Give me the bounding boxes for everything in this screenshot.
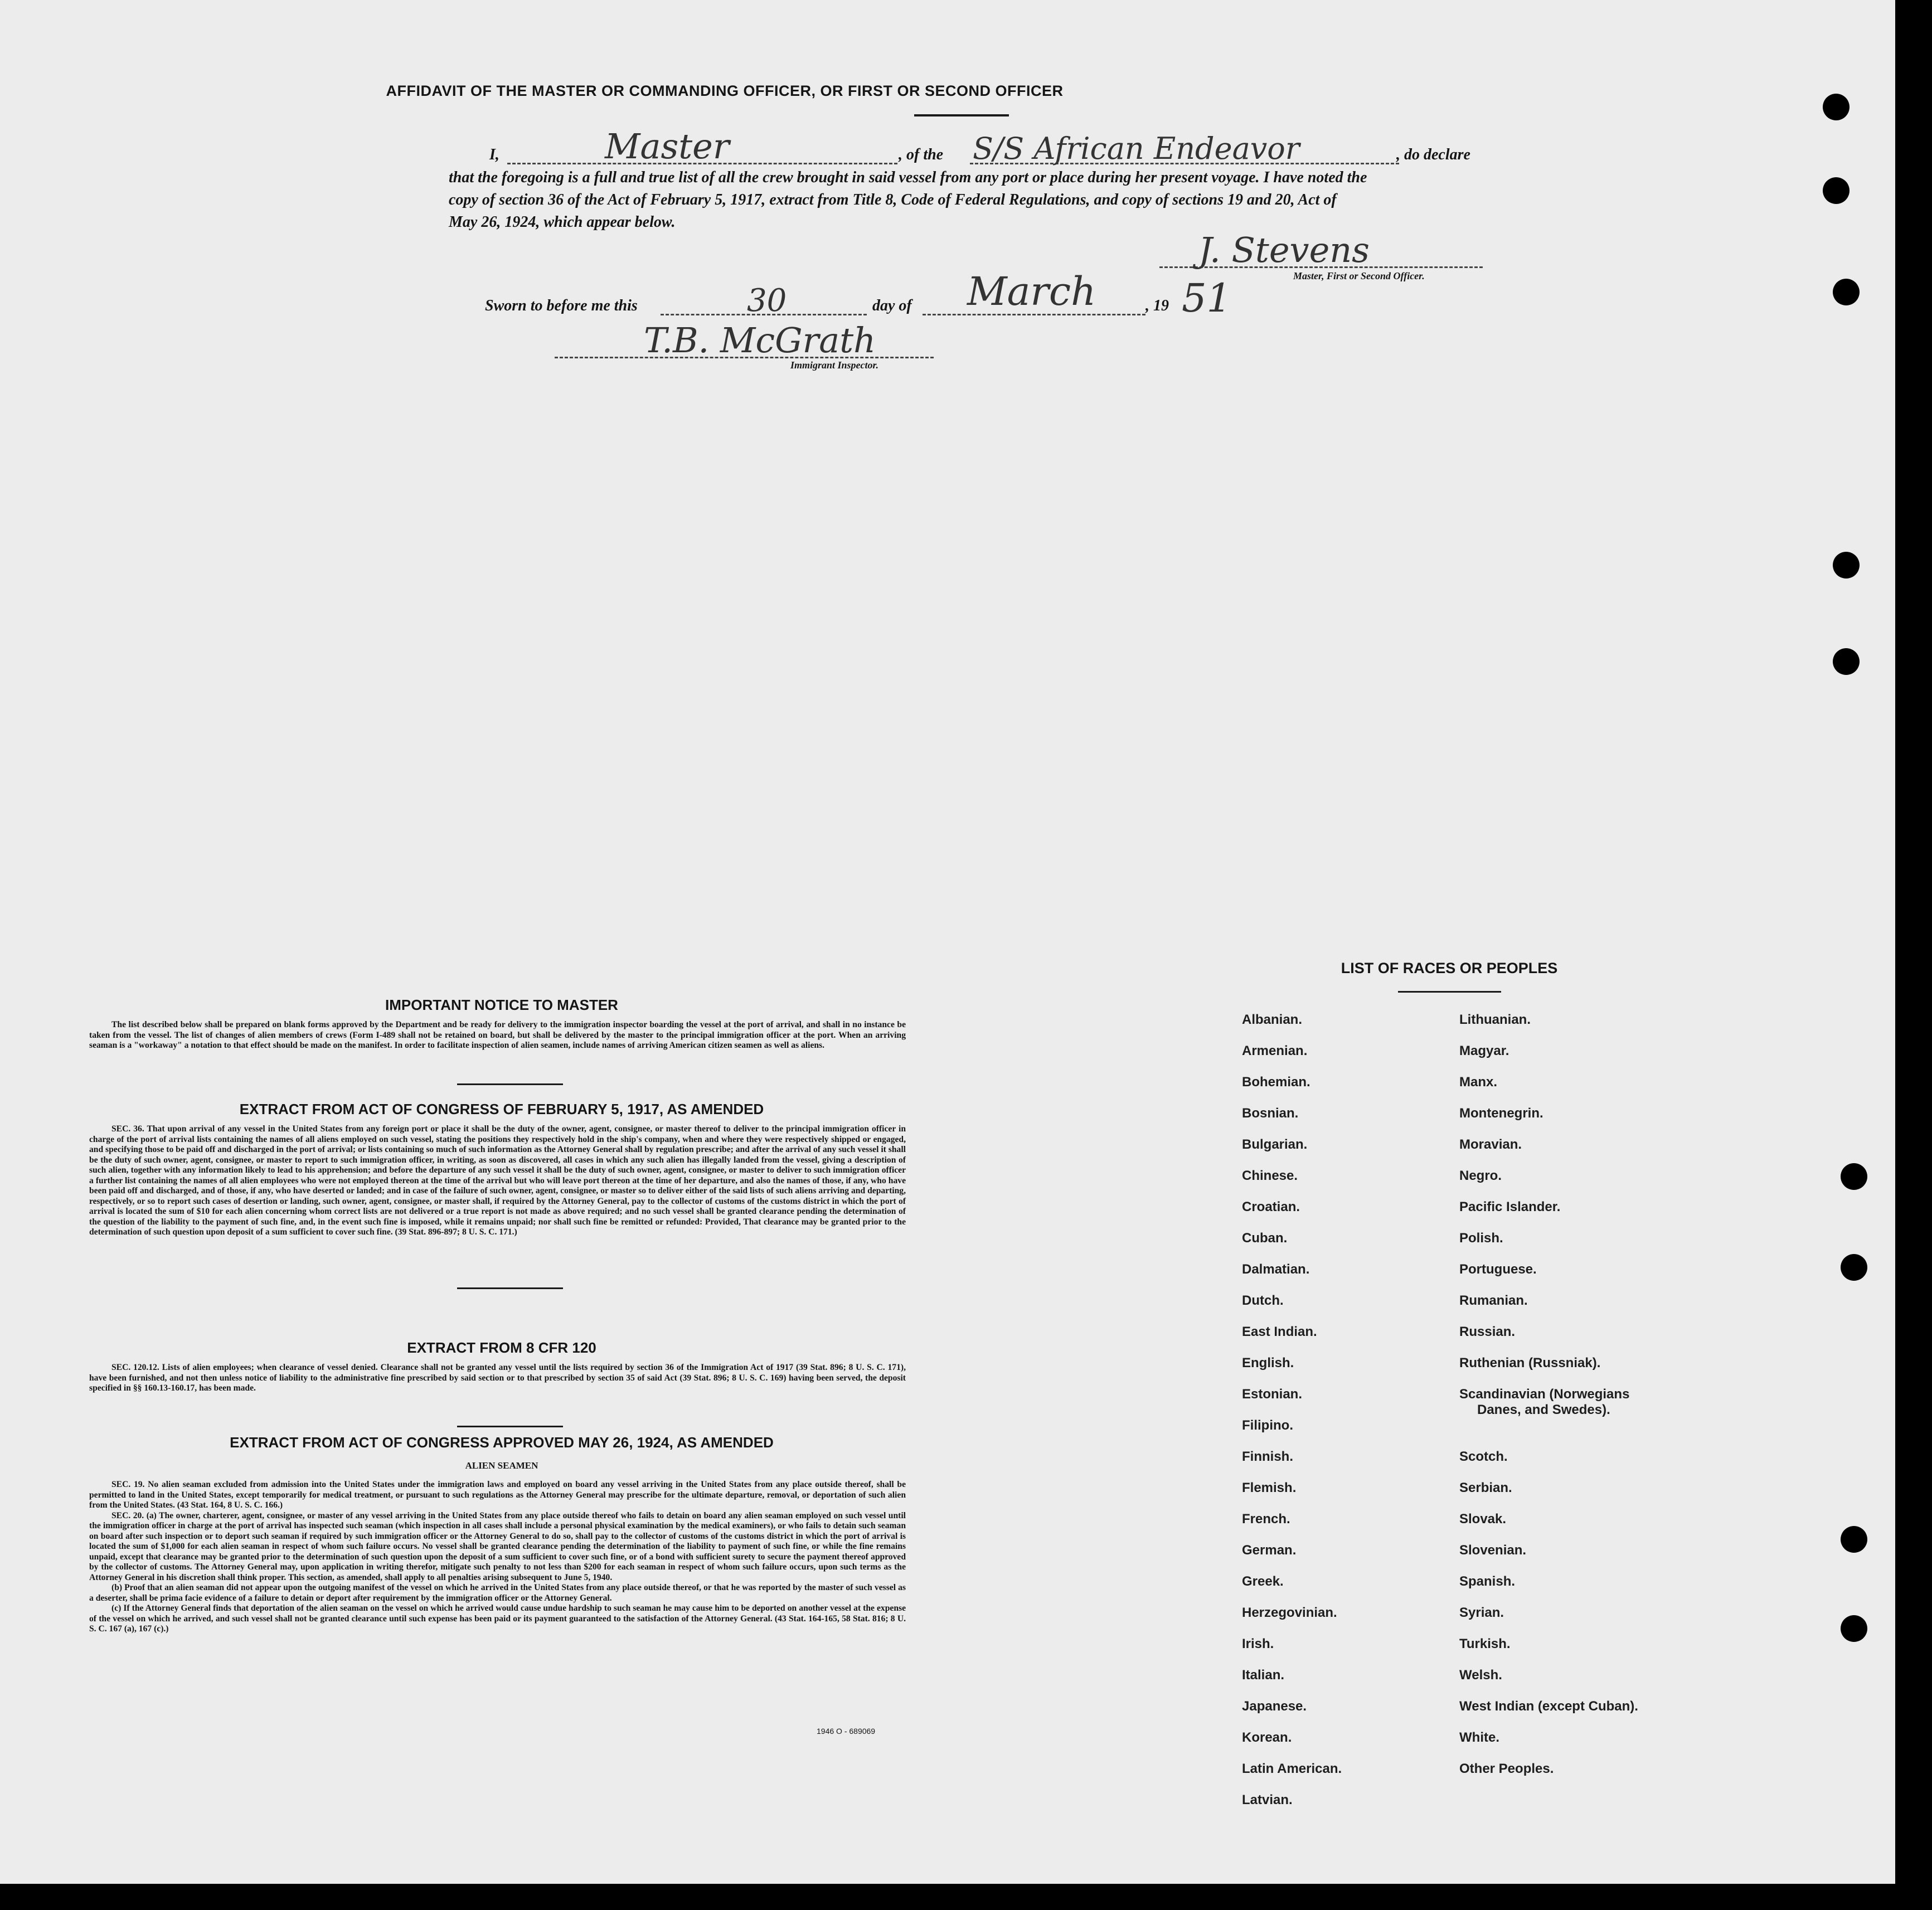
- race-item: Other Peoples.: [1459, 1761, 1554, 1776]
- notice-body: [89, 1020, 906, 1051]
- section-rule: [457, 1083, 563, 1085]
- race-item: Spanish.: [1459, 1574, 1516, 1589]
- extract-cfr-body: [89, 1363, 906, 1394]
- race-item: German.: [1242, 1543, 1297, 1558]
- affidavit-line1-i: I,: [489, 146, 499, 163]
- race-item: Scotch.: [1459, 1449, 1508, 1464]
- race-item: Estonian.: [1242, 1387, 1303, 1402]
- sworn-label: Sworn to before me this: [485, 297, 638, 314]
- race-item: Latin American.: [1242, 1761, 1342, 1776]
- race-item: Serbian.: [1459, 1480, 1512, 1495]
- race-item: Pacific Islander.: [1459, 1199, 1561, 1214]
- race-item: Japanese.: [1242, 1699, 1307, 1714]
- day-of-label: day of: [872, 297, 912, 314]
- extract-1924-subtitle: ALIEN SEAMEN: [465, 1460, 538, 1471]
- race-item: Bosnian.: [1242, 1106, 1299, 1121]
- race-item: Greek.: [1242, 1574, 1284, 1589]
- sec20a-paragraph: SEC. 20. (a) The owner, charterer, agent, consignee, or master of any vessel arriving in the United States from any place outside thereof who fails to detain on board any alien seaman employed on such vessel until the immigration officer in charge at the port of arrival has inspected such seaman (which inspection in all cases shall include a personal physical examination by the medical examiners), or who fails to detain such seaman on board after such inspection or to deport such seaman if required by such immigration officer or the Attorney General to do so, shall pay to the collector of customs of the customs district in which the port of arrival is located the sum of $1,000 for each alien seaman in respect of whom such failure occurs. No vessel shall be granted clearance pending the determination of the liability to payment of such fine, or while the fine remains unpaid, except that clearance may be granted prior to the determination of such question upon the deposit of a sum sufficient to cover such fine, or of a bond with sufficient surety to secure the payment thereof approved by the collector of customs. The Attorney General may, upon application in writing therefor, mitigate such penalty to not less than $200 for each seaman in respect of whom such failure occurs, upon such terms as the Attorney General in his discretion shall think proper. This section, as amended, shall apply to all penalties arising subsequent to June 5, 1940.: [89, 1510, 906, 1582]
- race-item: French.: [1242, 1512, 1290, 1527]
- race-item: Syrian.: [1459, 1605, 1504, 1620]
- notice-paragraph: The list described below shall be prepared on blank forms approved by the Department and be ready for delivery to the immigration inspector boarding the vessel at the port of arrival, and shall in no instance be taken from the vessel. The list of changes of alien members of crews (Form I-489 shall not be retained on board, but shall be delivered by the master to the principal immigration officer at the port. When an arriving seaman is a "workaway" a notation to that effect should be made on the manifest. In order to facilitate inspection of alien seamen, include names of arriving American citizen seamen as well as aliens.: [89, 1020, 906, 1050]
- race-item: Irish.: [1242, 1636, 1274, 1651]
- signature-label: Master, First or Second Officer.: [1293, 270, 1425, 281]
- race-item: Scandinavian (Norwegians: [1459, 1387, 1630, 1402]
- punch-hole: [1833, 552, 1860, 579]
- race-item: Chinese.: [1242, 1168, 1298, 1183]
- race-item: Manx.: [1459, 1075, 1498, 1090]
- title-rule: [914, 114, 1009, 116]
- extract-cfr-paragraph: SEC. 120.12. Lists of alien employees; when clearance of vessel denied. Clearance shall not be granted any vessel until the lists required by section 36 of the Immigration Act of 1917 (39 Stat. 896; 8 U. S. C. 171), have been furnished, and not then unless notice of liability to the administrative fine prescribed by said section or to that prescribed by section 35 of said Act (39 Stat. 896; 8 U. S. C. 169) having been served, the deposit specified in §§ 160.13-160.17, has been made.: [89, 1363, 906, 1393]
- sec20b-paragraph: (b) Proof that an alien seaman did not appear upon the outgoing manifest of the vessel on which he arrived in the United States from any place outside thereof, or that he was reported by the master of such vessel as a deserter, shall be prima facie evidence of a failure to detain or deport after requirement by the immigration officer or the Attorney General.: [89, 1583, 906, 1603]
- signature-handwritten: J. Stevens: [1198, 230, 1370, 270]
- affidavit-line4: May 26, 1924, which appear below.: [449, 213, 676, 231]
- race-item: Bohemian.: [1242, 1075, 1310, 1090]
- race-item: Croatian.: [1242, 1199, 1300, 1214]
- race-item: Korean.: [1242, 1730, 1292, 1745]
- race-item: Lithuanian.: [1459, 1012, 1531, 1027]
- race-item: Finnish.: [1242, 1449, 1293, 1464]
- extract-1924-title: EXTRACT FROM ACT OF CONGRESS APPROVED MAY 26, 1924, AS AMENDED: [230, 1434, 774, 1451]
- race-item: Filipino.: [1242, 1418, 1293, 1433]
- race-item: Slovak.: [1459, 1512, 1507, 1527]
- punch-hole: [1841, 1615, 1867, 1642]
- extract-1917-paragraph: SEC. 36. That upon arrival of any vessel in the United States from any foreign port or place it shall be the duty of the owner, agent, consignee, or master thereof to deliver to the principal immigration officer in charge of the port of arrival lists containing the names of all aliens employed on such vessel, stating the positions they respectively hold in the ship's company, when and where they were respectively shipped or engaged, and specifying those to be paid off and discharged in the port of arrival; or lists containing so much of such information as the Attorney General shall by regulation prescribe; and after the arrival of any such vessel it shall be the duty of such owner, agent, consignee, or master to report to such immigration officer, in writing, as soon as discovered, all cases in which any such alien has illegally landed from the vessel, giving a description of such alien, together with any information likely to lead to his apprehension; and before the departure of any such vessel it shall be the duty of such owner, agent, consignee, or master to deliver to such immigration officer a further list containing the names of all alien employees who were not employed thereon at the time of the arrival but who will leave port thereon at the time of her departure, and also the names of those, if any, who have been paid off and discharged, and of those, if any, who have deserted or landed; and in case of the failure of such owner, agent, consignee, or master so to deliver either of the said lists of such aliens arriving and departing, respectively, or so to report such cases of desertion or landing, such owner, agent, consignee, or master shall, if required by the Attorney General, pay to the collector of customs of the customs district in which the port of arrival is located the sum of $10 for each alien concerning whom correct lists are not delivered or a true report is not made as above required; and no such vessel shall be granted clearance pending the determination of the question of the liability to the payment of such fine, and, in the event such fine is imposed, while it remains unpaid; nor shall such fine be remitted or refunded: Provided, That clearance may be granted prior to the determination of such question upon deposit of a sum sufficient to cover such fine. (39 Stat. 896-897; 8 U. S. C. 171.): [89, 1124, 906, 1237]
- punch-hole: [1833, 648, 1860, 675]
- race-item: English.: [1242, 1355, 1294, 1370]
- race-item: Portuguese.: [1459, 1262, 1537, 1277]
- punch-hole: [1841, 1163, 1867, 1190]
- inspector-label: Immigrant Inspector.: [790, 359, 879, 371]
- race-item: Montenegrin.: [1459, 1106, 1543, 1121]
- extract-1917-body: [89, 1124, 906, 1238]
- extract-1917-title: EXTRACT FROM ACT OF CONGRESS OF FEBRUARY 5, 1917, AS AMENDED: [239, 1101, 764, 1117]
- affidavit-line2: that the foregoing is a full and true list of all the crew brought in said vessel from any port or place during her present voyage. I have noted the: [449, 169, 1367, 186]
- punch-hole: [1841, 1254, 1867, 1281]
- affidavit-title: AFFIDAVIT OF THE MASTER OR COMMANDING OFFICER, OR FIRST OR SECOND OFFICER: [386, 82, 1064, 99]
- race-item: West Indian (except Cuban).: [1459, 1699, 1638, 1714]
- race-item: Moravian.: [1459, 1137, 1522, 1152]
- race-item: Rumanian.: [1459, 1293, 1528, 1308]
- race-item: Turkish.: [1459, 1636, 1511, 1651]
- race-item: Cuban.: [1242, 1231, 1288, 1246]
- race-item: Latvian.: [1242, 1792, 1293, 1807]
- sec19-paragraph: SEC. 19. No alien seaman excluded from admission into the United States under the immigration laws and employed on board any vessel arriving in the United States from any place outside thereof, shall be permitted to land in the United States, except temporarily for medical treatment, or pursuant to such regulations as the Attorney General may prescribe for the ultimate departure, removal, or deportation of such alien from the United States. (43 Stat. 164, 8 U. S. C. 166.): [89, 1480, 906, 1510]
- notice-title: IMPORTANT NOTICE TO MASTER: [385, 997, 618, 1013]
- punch-hole: [1833, 279, 1860, 305]
- sec20c-paragraph: (c) If the Attorney General finds that deportation of the alien seaman on the vessel on which he arrived would cause undue hardship to such seaman he may cause him to be deported on another vessel at the expense of the vessel on which he arrived, and such vessel shall not be granted clearance until such expense has been paid or its payment guaranteed to the satisfaction of the Attorney General. (43 Stat. 164-165, 58 Stat. 816; 8 U. S. C. 167 (a), 167 (c).): [89, 1603, 906, 1634]
- race-item: Negro.: [1459, 1168, 1502, 1183]
- race-item: Dutch.: [1242, 1293, 1284, 1308]
- section-rule: [457, 1426, 563, 1427]
- race-item: Bulgarian.: [1242, 1137, 1308, 1152]
- race-item: White.: [1459, 1730, 1499, 1745]
- race-item: Flemish.: [1242, 1480, 1297, 1495]
- race-item: Herzegovinian.: [1242, 1605, 1337, 1620]
- inspector-handwritten: T.B. McGrath: [644, 320, 876, 361]
- extract-1924-body: [89, 1480, 906, 1635]
- race-item: Ruthenian (Russniak).: [1459, 1355, 1601, 1370]
- year-handwritten: 51: [1182, 275, 1232, 321]
- race-item: Danes, and Swedes).: [1477, 1402, 1610, 1417]
- year-prefix: , 19: [1145, 297, 1169, 314]
- race-item: Russian.: [1459, 1324, 1516, 1339]
- race-item: Albanian.: [1242, 1012, 1303, 1027]
- affidavit-line3: copy of section 36 of the Act of February 5, 1917, extract from Title 8, Code of Federal Regulations, and copy of sections 19 and 20, Act of: [449, 191, 1337, 208]
- race-item: Dalmatian.: [1242, 1262, 1310, 1277]
- race-item: Magyar.: [1459, 1043, 1509, 1058]
- punch-hole: [1841, 1526, 1867, 1553]
- race-item: East Indian.: [1242, 1324, 1317, 1339]
- punch-hole: [1823, 94, 1850, 120]
- day-handwritten: 30: [747, 283, 787, 319]
- race-item: Polish.: [1459, 1231, 1503, 1246]
- extract-cfr-title: EXTRACT FROM 8 CFR 120: [407, 1339, 596, 1356]
- race-item: Welsh.: [1459, 1668, 1502, 1683]
- races-rule: [1398, 991, 1501, 993]
- vessel-handwritten: S/S African Endeavor: [973, 131, 1300, 166]
- section-rule: [457, 1287, 563, 1289]
- race-item: Slovenian.: [1459, 1543, 1527, 1558]
- affidavit-of-the: , of the: [899, 146, 944, 163]
- month-handwritten: March: [967, 269, 1096, 314]
- affidavit-do-declare: , do declare: [1396, 146, 1470, 163]
- races-title: LIST OF RACES OR PEOPLES: [1341, 960, 1558, 976]
- punch-hole: [1823, 177, 1850, 204]
- print-code: 1946 O - 689069: [817, 1727, 876, 1736]
- race-item: Armenian.: [1242, 1043, 1308, 1058]
- officer-handwritten: Master: [605, 126, 730, 167]
- race-item: Italian.: [1242, 1668, 1285, 1683]
